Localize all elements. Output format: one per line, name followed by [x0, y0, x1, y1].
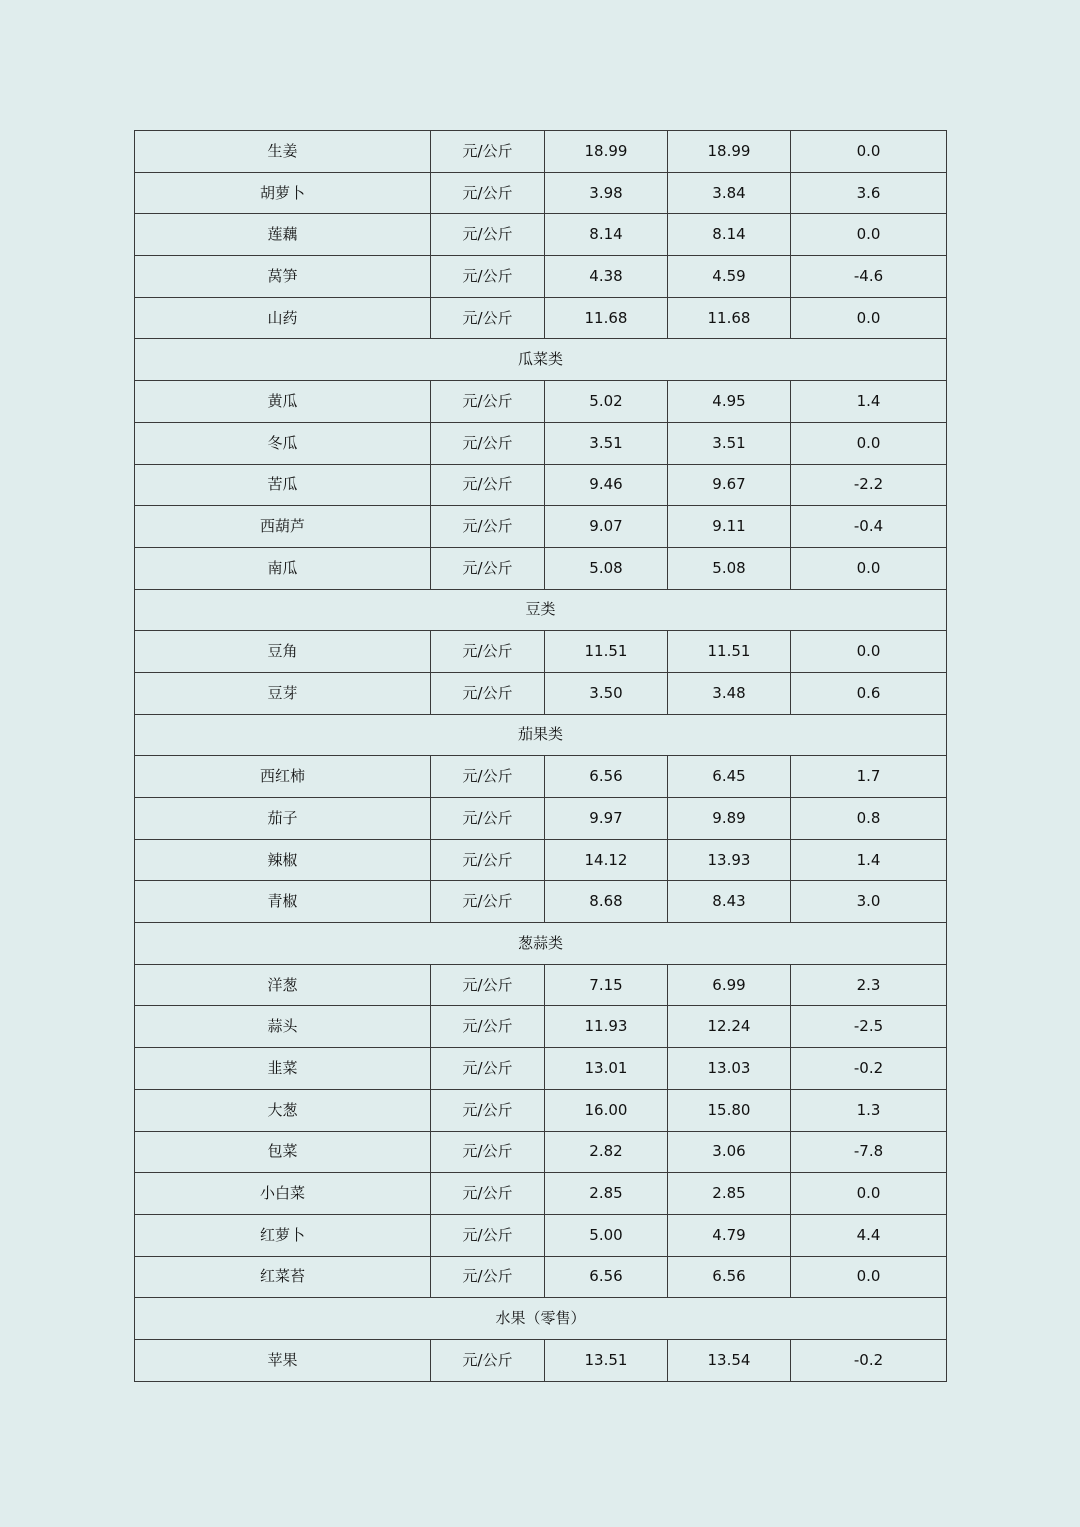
previous-price-cell: 6.56	[668, 1256, 791, 1298]
change-percent-cell: -7.8	[791, 1131, 947, 1173]
unit-cell: 元/公斤	[431, 798, 545, 840]
previous-price-cell: 3.06	[668, 1131, 791, 1173]
category-row	[135, 589, 947, 631]
table-row	[135, 1173, 947, 1215]
change-percent-cell: -2.2	[791, 464, 947, 506]
table-row	[135, 631, 947, 673]
unit-cell: 元/公斤	[431, 422, 545, 464]
change-percent-cell: 0.6	[791, 672, 947, 714]
table-row	[135, 547, 947, 589]
current-price-cell: 11.51	[545, 631, 668, 673]
table-row	[135, 422, 947, 464]
item-name-cell: 莴笋	[135, 256, 431, 298]
previous-price-cell: 6.45	[668, 756, 791, 798]
change-percent-cell: 0.0	[791, 547, 947, 589]
category-label: 茄果类	[135, 714, 947, 756]
table-row	[135, 172, 947, 214]
current-price-cell: 11.68	[545, 297, 668, 339]
item-name-cell: 茄子	[135, 798, 431, 840]
unit-cell: 元/公斤	[431, 506, 545, 548]
category-label: 豆类	[135, 589, 947, 631]
item-name-cell: 生姜	[135, 131, 431, 173]
change-percent-cell: 1.3	[791, 1089, 947, 1131]
item-name-cell: 山药	[135, 297, 431, 339]
current-price-cell: 13.51	[545, 1339, 668, 1381]
unit-cell: 元/公斤	[431, 1006, 545, 1048]
item-name-cell: 苹果	[135, 1339, 431, 1381]
item-name-cell: 红菜苔	[135, 1256, 431, 1298]
current-price-cell: 2.82	[545, 1131, 668, 1173]
previous-price-cell: 8.14	[668, 214, 791, 256]
item-name-cell: 苦瓜	[135, 464, 431, 506]
table-row	[135, 672, 947, 714]
previous-price-cell: 3.51	[668, 422, 791, 464]
change-percent-cell: -0.2	[791, 1339, 947, 1381]
previous-price-cell: 4.59	[668, 256, 791, 298]
current-price-cell: 8.14	[545, 214, 668, 256]
item-name-cell: 豆角	[135, 631, 431, 673]
item-name-cell: 蒜头	[135, 1006, 431, 1048]
change-percent-cell: 0.0	[791, 131, 947, 173]
change-percent-cell: -2.5	[791, 1006, 947, 1048]
previous-price-cell: 4.95	[668, 381, 791, 423]
item-name-cell: 红萝卜	[135, 1214, 431, 1256]
category-label: 水果（零售）	[135, 1298, 947, 1340]
current-price-cell: 5.00	[545, 1214, 668, 1256]
previous-price-cell: 15.80	[668, 1089, 791, 1131]
previous-price-cell: 2.85	[668, 1173, 791, 1215]
previous-price-cell: 9.67	[668, 464, 791, 506]
table-row	[135, 214, 947, 256]
item-name-cell: 大葱	[135, 1089, 431, 1131]
current-price-cell: 11.93	[545, 1006, 668, 1048]
change-percent-cell: 1.4	[791, 381, 947, 423]
previous-price-cell: 3.48	[668, 672, 791, 714]
unit-cell: 元/公斤	[431, 131, 545, 173]
current-price-cell: 3.50	[545, 672, 668, 714]
table-row	[135, 839, 947, 881]
unit-cell: 元/公斤	[431, 1131, 545, 1173]
previous-price-cell: 13.03	[668, 1048, 791, 1090]
unit-cell: 元/公斤	[431, 964, 545, 1006]
current-price-cell: 8.68	[545, 881, 668, 923]
current-price-cell: 13.01	[545, 1048, 668, 1090]
current-price-cell: 9.97	[545, 798, 668, 840]
previous-price-cell: 5.08	[668, 547, 791, 589]
current-price-cell: 16.00	[545, 1089, 668, 1131]
unit-cell: 元/公斤	[431, 172, 545, 214]
previous-price-cell: 11.51	[668, 631, 791, 673]
current-price-cell: 4.38	[545, 256, 668, 298]
previous-price-cell: 11.68	[668, 297, 791, 339]
previous-price-cell: 13.54	[668, 1339, 791, 1381]
current-price-cell: 3.98	[545, 172, 668, 214]
table-row	[135, 1048, 947, 1090]
change-percent-cell: 0.0	[791, 1256, 947, 1298]
current-price-cell: 5.08	[545, 547, 668, 589]
unit-cell: 元/公斤	[431, 381, 545, 423]
unit-cell: 元/公斤	[431, 631, 545, 673]
change-percent-cell: 4.4	[791, 1214, 947, 1256]
previous-price-cell: 3.84	[668, 172, 791, 214]
change-percent-cell: 0.8	[791, 798, 947, 840]
item-name-cell: 南瓜	[135, 547, 431, 589]
table-row	[135, 1256, 947, 1298]
table-row	[135, 1339, 947, 1381]
current-price-cell: 2.85	[545, 1173, 668, 1215]
item-name-cell: 西葫芦	[135, 506, 431, 548]
item-name-cell: 莲藕	[135, 214, 431, 256]
unit-cell: 元/公斤	[431, 1048, 545, 1090]
unit-cell: 元/公斤	[431, 1089, 545, 1131]
table-row	[135, 297, 947, 339]
table-row	[135, 798, 947, 840]
change-percent-cell: 2.3	[791, 964, 947, 1006]
item-name-cell: 黄瓜	[135, 381, 431, 423]
category-label: 葱蒜类	[135, 923, 947, 965]
table-row	[135, 506, 947, 548]
item-name-cell: 西红柿	[135, 756, 431, 798]
price-table	[134, 130, 947, 1382]
current-price-cell: 3.51	[545, 422, 668, 464]
unit-cell: 元/公斤	[431, 214, 545, 256]
unit-cell: 元/公斤	[431, 1339, 545, 1381]
item-name-cell: 韭菜	[135, 1048, 431, 1090]
change-percent-cell: 1.4	[791, 839, 947, 881]
current-price-cell: 14.12	[545, 839, 668, 881]
unit-cell: 元/公斤	[431, 547, 545, 589]
change-percent-cell: 3.6	[791, 172, 947, 214]
item-name-cell: 冬瓜	[135, 422, 431, 464]
item-name-cell: 包菜	[135, 1131, 431, 1173]
table-row	[135, 756, 947, 798]
table-row	[135, 1089, 947, 1131]
table-row	[135, 256, 947, 298]
unit-cell: 元/公斤	[431, 297, 545, 339]
change-percent-cell: 1.7	[791, 756, 947, 798]
item-name-cell: 青椒	[135, 881, 431, 923]
category-label: 瓜菜类	[135, 339, 947, 381]
item-name-cell: 辣椒	[135, 839, 431, 881]
change-percent-cell: -4.6	[791, 256, 947, 298]
unit-cell: 元/公斤	[431, 1173, 545, 1215]
unit-cell: 元/公斤	[431, 256, 545, 298]
current-price-cell: 7.15	[545, 964, 668, 1006]
current-price-cell: 6.56	[545, 1256, 668, 1298]
table-row	[135, 464, 947, 506]
category-row	[135, 339, 947, 381]
change-percent-cell: -0.2	[791, 1048, 947, 1090]
unit-cell: 元/公斤	[431, 672, 545, 714]
change-percent-cell: 3.0	[791, 881, 947, 923]
unit-cell: 元/公斤	[431, 464, 545, 506]
current-price-cell: 9.07	[545, 506, 668, 548]
table-row	[135, 964, 947, 1006]
previous-price-cell: 9.11	[668, 506, 791, 548]
item-name-cell: 小白菜	[135, 1173, 431, 1215]
item-name-cell: 豆芽	[135, 672, 431, 714]
table-row	[135, 1006, 947, 1048]
previous-price-cell: 18.99	[668, 131, 791, 173]
category-row	[135, 1298, 947, 1340]
previous-price-cell: 6.99	[668, 964, 791, 1006]
current-price-cell: 18.99	[545, 131, 668, 173]
table-row	[135, 1131, 947, 1173]
previous-price-cell: 9.89	[668, 798, 791, 840]
previous-price-cell: 4.79	[668, 1214, 791, 1256]
change-percent-cell: 0.0	[791, 1173, 947, 1215]
current-price-cell: 5.02	[545, 381, 668, 423]
change-percent-cell: -0.4	[791, 506, 947, 548]
category-row	[135, 714, 947, 756]
previous-price-cell: 8.43	[668, 881, 791, 923]
unit-cell: 元/公斤	[431, 756, 545, 798]
change-percent-cell: 0.0	[791, 631, 947, 673]
previous-price-cell: 13.93	[668, 839, 791, 881]
table-row	[135, 881, 947, 923]
unit-cell: 元/公斤	[431, 1214, 545, 1256]
change-percent-cell: 0.0	[791, 214, 947, 256]
previous-price-cell: 12.24	[668, 1006, 791, 1048]
change-percent-cell: 0.0	[791, 422, 947, 464]
unit-cell: 元/公斤	[431, 839, 545, 881]
current-price-cell: 9.46	[545, 464, 668, 506]
change-percent-cell: 0.0	[791, 297, 947, 339]
price-table-body	[135, 131, 947, 1382]
category-row	[135, 923, 947, 965]
table-row	[135, 381, 947, 423]
unit-cell: 元/公斤	[431, 881, 545, 923]
unit-cell: 元/公斤	[431, 1256, 545, 1298]
item-name-cell: 洋葱	[135, 964, 431, 1006]
item-name-cell: 胡萝卜	[135, 172, 431, 214]
table-row	[135, 1214, 947, 1256]
table-row	[135, 131, 947, 173]
current-price-cell: 6.56	[545, 756, 668, 798]
